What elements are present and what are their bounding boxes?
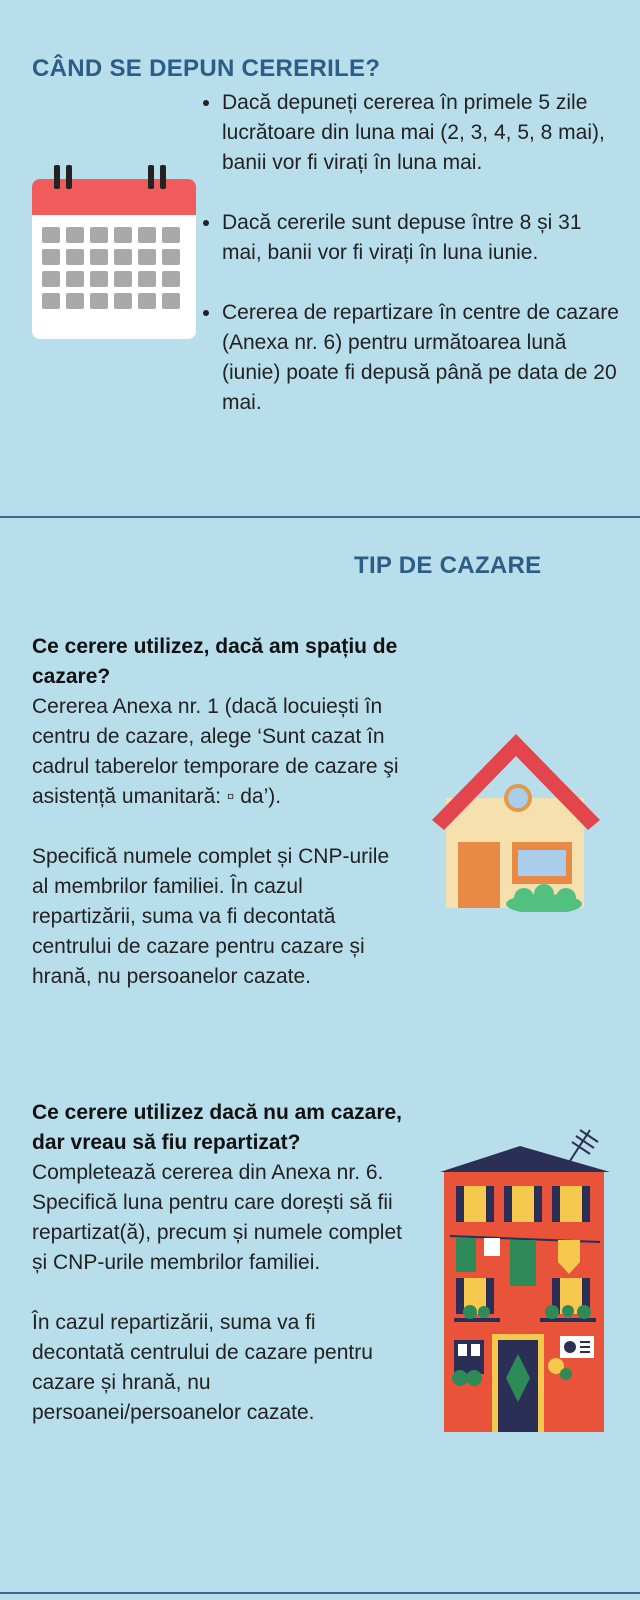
section-divider	[0, 516, 640, 518]
apartment-building-icon	[440, 1128, 620, 1439]
question-text: Ce cerere utilizez, dacă am spațiu de cazare?	[32, 635, 398, 688]
note-text: Specifică numele complet și CNP-urile al membrilor familiei. În cazul repartizării, suma va fi decontată centrului de cazare pentru cazare și hrană, nu persoanelor cazate.	[32, 845, 390, 988]
bullet-item: • Cererea de repartizare în centre de cazare (Anexa nr. 6) pentru următoarea lună (iunie) poate fi depusă până pe data de 20 mai.	[222, 298, 625, 418]
bullet-item: • Dacă depuneți cererea în primele 5 zile lucrătoare din luna mai (2, 3, 4, 5, 8 mai), banii vor fi virați în luna mai.	[222, 88, 625, 178]
bullet-item: • Dacă cererile sunt depuse între 8 și 31 mai, banii vor fi virați în luna iunie.	[222, 208, 625, 268]
house-icon	[428, 728, 604, 917]
answer-text: Completează cererea din Anexa nr. 6. Specifică luna pentru care dorești să fii repartizat(ă), precum și numele complet și CNP-urile membrilor familiei.	[32, 1161, 402, 1274]
accommodation-block-2	[32, 1098, 407, 1428]
answer-text: Cererea Anexa nr. 1 (dacă locuiești în centru de cazare, alege ‘Sunt cazat în cadrul taberelor temporare de cazare şi asistență umanitară: ▫ da’).	[32, 695, 399, 808]
section-heading-accommodation: TIP DE CAZARE	[354, 552, 542, 579]
note-text: În cazul repartizării, suma va fi decontată centrului de cazare pentru cazare și hrană, nu persoanei/persoanelor cazate.	[32, 1311, 373, 1424]
section-heading-when: CÂND SE DEPUN CERERILE?	[32, 55, 381, 82]
accommodation-block-1	[32, 632, 402, 992]
question-text: Ce cerere utilizez dacă nu am cazare, dar vreau să fiu repartizat?	[32, 1101, 403, 1154]
when-bullet-list	[200, 88, 625, 448]
calendar-icon	[30, 165, 198, 350]
section-divider	[0, 1592, 640, 1594]
